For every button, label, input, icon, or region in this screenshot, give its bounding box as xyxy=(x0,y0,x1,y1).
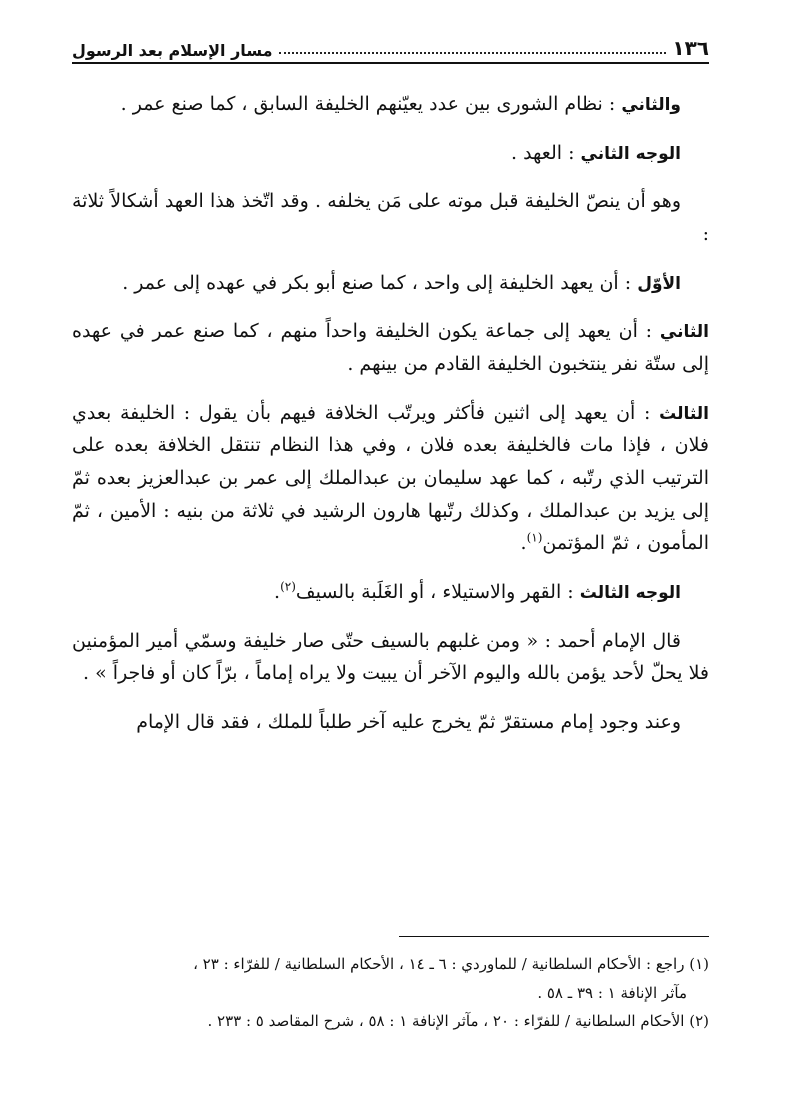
section-heading: الوجه الثاني xyxy=(580,143,681,164)
section-heading: الوجه الثالث xyxy=(579,583,681,604)
footnote-1-continuation xyxy=(72,979,709,1008)
paragraph xyxy=(72,267,709,300)
paragraph-lead: الثاني xyxy=(659,322,709,343)
footnote-text: مآثر الإنافة ١ : ٣٩ ـ ٥٨ . xyxy=(537,983,687,1002)
page-number: ١٣٦ xyxy=(672,36,709,60)
main-text xyxy=(72,88,709,755)
footnote-separator xyxy=(399,936,709,937)
paragraph-text: : أن يعهد الخليفة إلى واحد ، كما صنع أبو بكر في عهده إلى عمر . xyxy=(122,271,632,294)
header-dot-leader xyxy=(279,52,667,54)
paragraph xyxy=(72,397,709,560)
footnote-text: (٢) الأحكام السلطانية / للفرّاء : ٢٠ ، مآثر الإنافة ١ : ٥٨ ، شرح المقاصد ٥ : ٢٣٣ . xyxy=(207,1012,709,1030)
paragraph-text: : العهد . xyxy=(510,141,575,164)
paragraph-end: . xyxy=(520,532,527,555)
paragraph-text: : أن يعهد إلى جماعة يكون الخليفة واحداً منهم ، كما صنع عمر في عهده إلى ستّة نفر ينتخبون الخليفة القادم من بينهم . xyxy=(72,320,709,376)
paragraph-text: : أن يعهد إلى اثنين فأكثر ويرتّب الخلافة فيهم بأن يقول : الخليفة بعدي فلان ، فإذا مات فالخليفة بعده فلان ، وفي هذا النظام تنتقل الخلافة بعده على الترتيب الذي رتّبه ، كما عهد سليمان بن عبدالملك إلى عمر بن عبدالعزيز بعده ثمّ إلى يزيد بن عبدالملك ، وكذلك رتّبها هارون الرشيد في ثلاثة من بنيه : الأمين ، ثمّ المأمون ، ثمّ المؤتمن xyxy=(72,401,709,555)
paragraph xyxy=(72,88,709,121)
paragraph-text: : القهر والاستيلاء ، أو الغَلَبة بالسيف xyxy=(295,581,574,604)
paragraph-lead: والثاني xyxy=(621,95,681,115)
paragraph-text: : نظام الشورى بين عدد يعيّنهم الخليفة السابق ، كما صنع عمر . xyxy=(120,93,616,115)
footnote-ref[interactable]: (٢) xyxy=(280,579,296,594)
footnote-ref[interactable]: (١) xyxy=(526,531,543,546)
footnotes xyxy=(72,950,709,1036)
footnote-text: (١) راجع : الأحكام السلطانية / للماوردي : ٦ ـ ١٤ ، الأحكام السلطانية / للفرّاء : ٢٣ ، xyxy=(193,955,709,973)
book-title: مسار الإسلام بعد الرسول xyxy=(72,41,273,60)
paragraph-lead: الثالث xyxy=(659,403,709,424)
paragraph xyxy=(72,576,709,609)
paragraph-text: قال الإمام أحمد : « ومن غلبهم بالسيف حتّى صار خليفة وسمّي أمير المؤمنين فلا يحلّ لأحد يؤمن بالله واليوم الآخر أن يبيت ولا يراه إماماً ، برّاً كان أو فاجراً » . xyxy=(72,629,709,685)
paragraph-text: وعند وجود إمام مستقرّ ثمّ يخرج عليه آخر طلباً للملك ، فقد قال الإمام xyxy=(136,711,681,734)
paragraph-end: . xyxy=(274,581,281,604)
footnote-1 xyxy=(72,950,709,979)
paragraph xyxy=(72,706,709,739)
paragraph xyxy=(72,625,709,690)
running-header xyxy=(72,30,709,60)
paragraph xyxy=(72,315,709,380)
paragraph xyxy=(72,137,709,170)
paragraph-text: وهو أن ينصّ الخليفة قبل موته على مَن يخلفه . وقد اتّخذ هذا العهد أشكالاً ثلاثة : xyxy=(72,190,709,246)
footnote-2 xyxy=(72,1007,709,1036)
header-rule xyxy=(72,62,709,64)
paragraph-lead: الأوّل xyxy=(637,273,681,294)
paragraph xyxy=(72,185,709,250)
